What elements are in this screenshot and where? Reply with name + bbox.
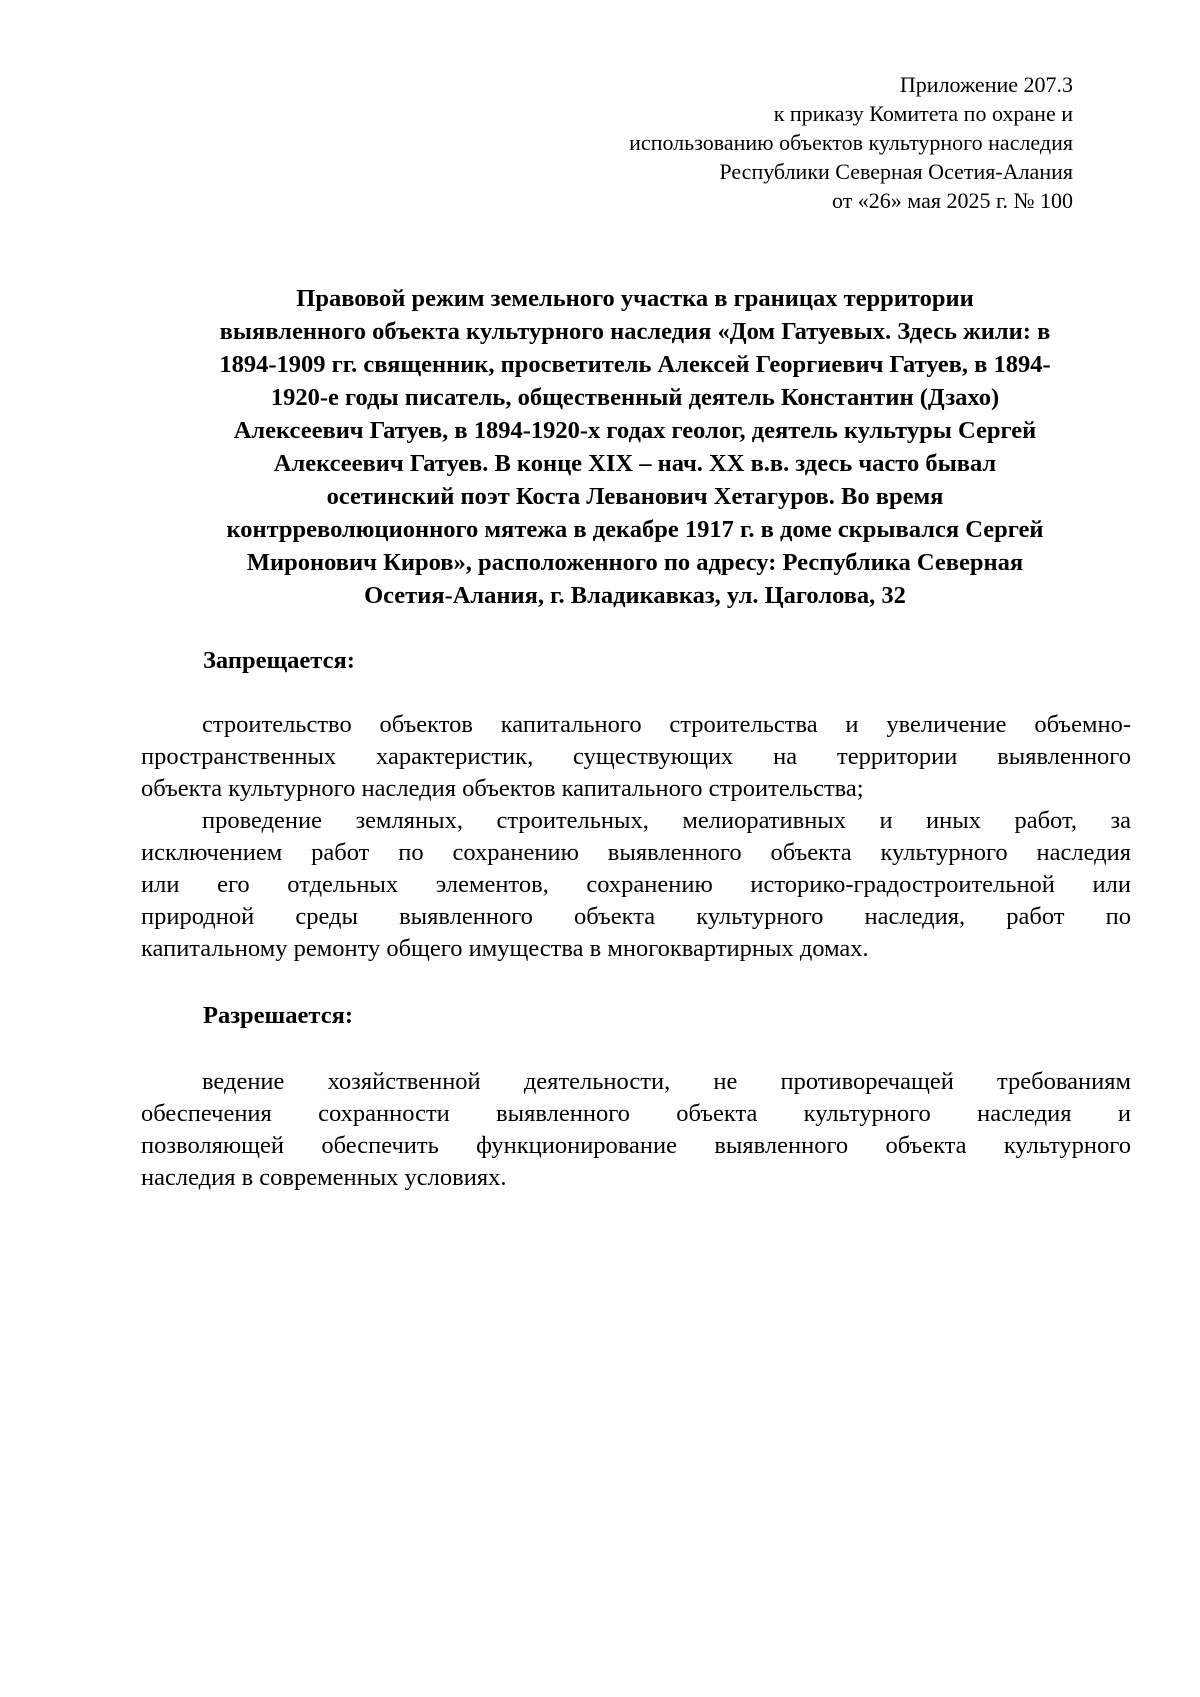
- title-line: Осетия-Алания, г. Владикавказ, ул. Цаголова, 32: [364, 582, 906, 609]
- permitted-paragraph-1: [141, 1066, 1131, 1194]
- prohibited-heading: Запрещается:: [203, 647, 355, 674]
- paragraph-line: исключением работ по сохранению выявленного объекта культурного наследия: [141, 839, 1131, 866]
- appendix-line: Приложение 207.3: [899, 72, 1073, 97]
- paragraph-line: строительство объектов капитального строительства и увеличение объемно-: [202, 711, 1131, 738]
- paragraph-line: обеспечения сохранности выявленного объекта культурного наследия и: [141, 1100, 1131, 1127]
- appendix-line: к приказу Комитета по охране и: [773, 101, 1073, 126]
- paragraph-line: капитальному ремонту общего имущества в многоквартирных домах.: [141, 935, 869, 962]
- title-line: 1920-е годы писатель, общественный деятель Константин (Дзахо): [270, 384, 1000, 411]
- title-line: Миронович Киров», расположенного по адресу: Республика Северная: [246, 549, 1024, 576]
- title-line: Алексеевич Гатуев, в 1894-1920-х годах геолог, деятель культуры Сергей: [233, 417, 1037, 444]
- paragraph-line: или его отдельных элементов, сохранению историко-градостроительной или: [141, 871, 1131, 898]
- prohibited-paragraph-1: [141, 709, 1131, 805]
- title-line: 1894-1909 гг. священник, просветитель Алексей Георгиевич Гатуев, в 1894-: [219, 351, 1051, 378]
- permitted-heading: Разрешается:: [203, 1002, 353, 1029]
- appendix-line: от «26» мая 2025 г. № 100: [831, 188, 1073, 213]
- document-title: [140, 282, 1130, 612]
- appendix-header: [453, 70, 1073, 215]
- paragraph-line: ведение хозяйственной деятельности, не противоречащей требованиям: [202, 1068, 1131, 1095]
- paragraph-line: наследия в современных условиях.: [141, 1164, 507, 1191]
- title-line: контрреволюционного мятежа в декабре 1917 г. в доме скрывался Сергей: [226, 516, 1044, 543]
- paragraph-line: проведение земляных, строительных, мелиоративных и иных работ, за: [202, 807, 1131, 834]
- title-line: выявленного объекта культурного наследия «Дом Гатуевых. Здесь жили: в: [219, 318, 1051, 345]
- appendix-line: Республики Северная Осетия-Алания: [719, 159, 1073, 184]
- title-line: Алексеевич Гатуев. В конце XIX – нач. XX в.в. здесь часто бывал: [273, 450, 997, 477]
- prohibited-paragraph-2: [141, 805, 1131, 965]
- title-line: осетинский поэт Коста Леванович Хетагуров. Во время: [326, 483, 944, 510]
- appendix-line: использованию объектов культурного наследия: [629, 130, 1073, 155]
- paragraph-line: природной среды выявленного объекта культурного наследия, работ по: [141, 903, 1131, 930]
- paragraph-line: позволяющей обеспечить функционирование выявленного объекта культурного: [141, 1132, 1131, 1159]
- paragraph-line: пространственных характеристик, существующих на территории выявленного: [141, 743, 1131, 770]
- title-line: Правовой режим земельного участка в границах территории: [296, 285, 974, 312]
- paragraph-line: объекта культурного наследия объектов капитального строительства;: [141, 775, 864, 802]
